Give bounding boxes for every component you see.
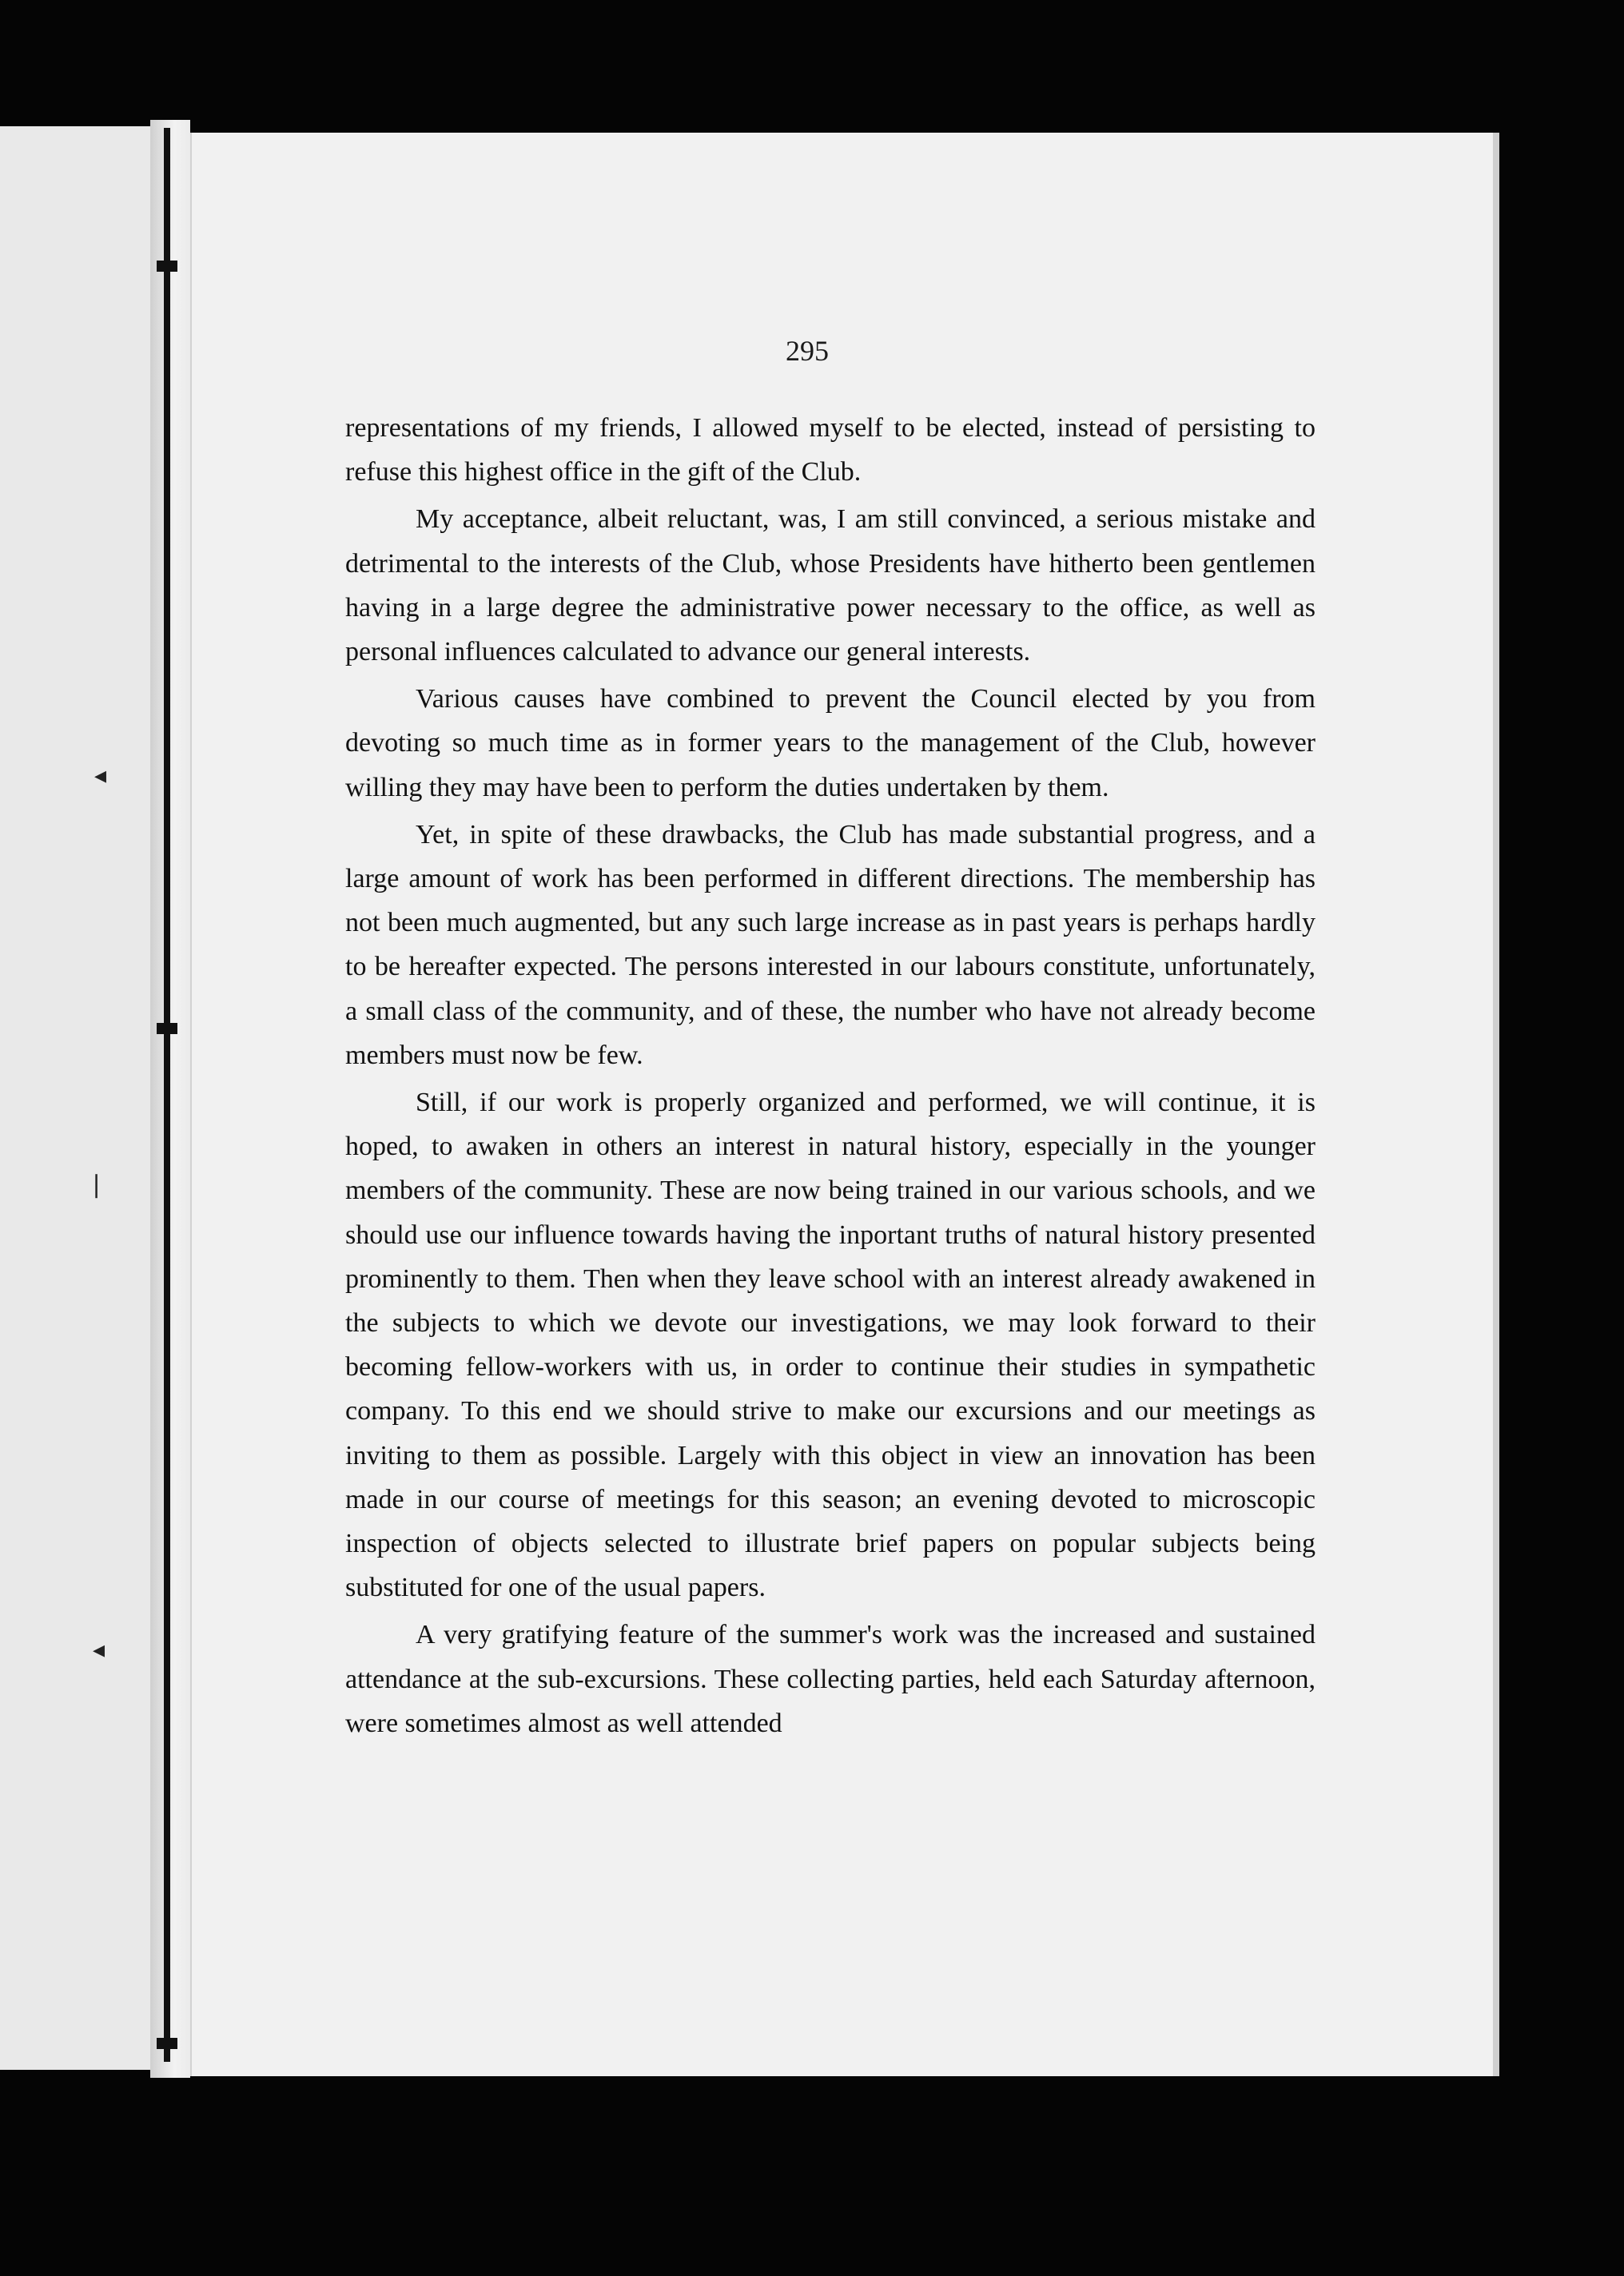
binding-stitch bbox=[157, 1023, 177, 1034]
binding-stitch bbox=[157, 2038, 177, 2049]
book-gutter bbox=[150, 120, 190, 2078]
page-body-text bbox=[345, 406, 1316, 1749]
binding-thread bbox=[164, 128, 170, 2062]
paragraph: Yet, in spite of these drawbacks, the Club has made substantial progress, and a large amount of work has been performed in different directions. The membership has not been much augmented, but any such large increase as in past years is perhaps hardly to be hereafter expected. The persons interested in our labours constitute, unfortunately, a small class of the community, and of these, the number who have not already become members must now be few. bbox=[345, 819, 1316, 1070]
left-page-edge bbox=[0, 126, 150, 2070]
paragraph: My acceptance, albeit reluctant, was, I am still convinced, a serious mistake and detrimental to the interests of the Club, whose Presidents have hitherto been gentlemen having in a large degree the administrative power necessary to the office, as well as personal influences calculated to advance our general interests. bbox=[345, 504, 1316, 667]
paragraph-continued: representations of my friends, I allowed myself to be elected, instead of persisting to refuse this highest office in the gift of the Club. bbox=[345, 413, 1316, 487]
margin-tick-icon: ❘ bbox=[86, 1172, 107, 1198]
binding-stitch bbox=[157, 261, 177, 272]
margin-arrow-icon: ◂ bbox=[94, 762, 107, 789]
paragraph: Various causes have combined to prevent the Council elected by you from devoting so much time as in former years to the management of the Club, however willing they may have been to perform the duties undertaken by them. bbox=[345, 684, 1316, 802]
paragraph: A very gratifying feature of the summer's work was the increased and sustained attendance at the sub-excursions. These collecting parties, held each Saturday afternoon, were sometimes almost as well attended bbox=[345, 1620, 1316, 1738]
paragraph: Still, if our work is properly organized and performed, we will continue, it is hoped, to awaken in others an interest in natural history, especially in the younger members of the community. These are now being trained in our various schools, and we should use our influence towards having the inportant truths of natural history presented prominently to them. Then when they leave school with an interest already awakened in the subjects to which we devote our investigations, we may look forward to their becoming fellow-workers with us, in order to continue their studies in sympathetic company. To this end we should strive to make our excursions and our meetings as inviting to them as possible. Largely with this object in view an innovation has been made in our course of meetings for this season; an evening devoted to microscopic inspection of objects selected to illustrate brief papers on popular subjects being substituted for one of the usual papers. bbox=[345, 1088, 1316, 1603]
page-edge-shadow bbox=[1493, 133, 1499, 2076]
page-number: 295 bbox=[786, 335, 829, 367]
margin-arrow-icon: ◂ bbox=[93, 1637, 105, 1663]
